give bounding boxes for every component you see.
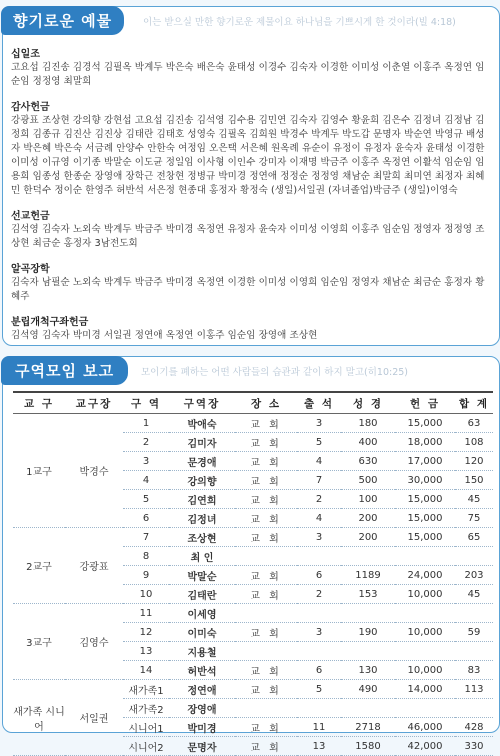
group-names: 김석영 김숙자 노외숙 박계두 박금주 박미경 옥정연 유정자 윤숙자 이미성 이영희 이홍주 임순임 정영자 정정영 조상현 최금순 홍정자 3남전도회 <box>11 224 485 249</box>
district-leader-cell: 박미경 <box>169 718 235 737</box>
bible-cell: 1580 <box>341 737 395 756</box>
offering-cell <box>395 547 455 566</box>
group-names: 김석영 김숙자 박미경 서일권 정연애 옥정연 이홍주 임순임 장영애 조상현 <box>11 330 318 341</box>
place-cell: 교 회 <box>235 623 297 642</box>
offering-cell: 42,000 <box>395 737 455 756</box>
attendance-cell: 11 <box>297 718 341 737</box>
district-cell: 시니어2 <box>123 737 169 756</box>
attendance-cell <box>297 604 341 623</box>
total-cell: 108 <box>455 433 493 452</box>
group-names: 강광표 조상현 강의향 강현섭 고요섭 김진송 김석영 김수용 김민연 김숙자 김영수 황윤희 김은수 김정녀 김정남 김정희 김종규 김진산 김진상 김태란 김태호 성영숙 김필옥 김희원 박경수 박계두 박도갑 문명자 박순연 박영규 배성자 박은혜 박은숙 서금례 안양수 안한숙 여정임 오은택 서은혜 원옥례 유순이 유정이 유정자 윤숙자 윤태성 이경한 이미성 이규영 이기종 박말순 이도균 정일임 이사형 이인수 강미자 이재명 박금주 이홍주 옥정연 이활석 임순임 임용희 임종성 한종순 장영애 장학근 전창현 정병규 박미경 정연애 정정순 정정영 채남순 최말희 최미연 최정자 최혜민 한덕수 정이순 한영주 허반석 서은정 현종대 홍정자 황정숙 (생일)서일권 (자녀졸업)박금주 (생일)이영숙 <box>11 115 485 196</box>
place-cell: 교 회 <box>235 680 297 699</box>
attendance-cell: 4 <box>297 452 341 471</box>
district-leader-cell: 김미자 <box>169 433 235 452</box>
district-cell: 9 <box>123 566 169 585</box>
parish-leader: 서일권 <box>65 680 123 756</box>
place-cell <box>235 604 297 623</box>
report-verse: 모이기를 폐하는 어떤 사람들의 습관과 같이 하지 말고(히10:25) <box>141 367 409 378</box>
header-cell: 성 경 <box>341 392 395 414</box>
district-leader-cell: 최 인 <box>169 547 235 566</box>
total-cell: 45 <box>455 490 493 509</box>
parish-name: 3교구 <box>13 604 65 680</box>
report-title: 구역모임 보고 <box>1 356 128 385</box>
header-cell: 출 석 <box>297 392 341 414</box>
place-cell: 교 회 <box>235 718 297 737</box>
attendance-cell: 6 <box>297 566 341 585</box>
total-cell: 45 <box>455 585 493 604</box>
total-cell: 113 <box>455 680 493 699</box>
place-cell: 교 회 <box>235 661 297 680</box>
header-cell: 교 구 <box>13 392 65 414</box>
group-heading: 십일조 <box>11 49 40 60</box>
total-cell: 120 <box>455 452 493 471</box>
header-cell: 교구장 <box>65 392 123 414</box>
place-cell: 교 회 <box>235 414 297 433</box>
district-cell: 5 <box>123 490 169 509</box>
offering-cell: 15,000 <box>395 414 455 433</box>
attendance-cell: 2 <box>297 585 341 604</box>
district-cell: 1 <box>123 414 169 433</box>
bible-cell <box>341 642 395 661</box>
offering-section <box>2 6 500 346</box>
table-row <box>13 680 493 699</box>
district-leader-cell: 강의향 <box>169 471 235 490</box>
bible-cell <box>341 604 395 623</box>
bible-cell: 490 <box>341 680 395 699</box>
attendance-cell: 2 <box>297 490 341 509</box>
place-cell <box>235 699 297 718</box>
district-cell: 새가족1 <box>123 680 169 699</box>
district-cell: 3 <box>123 452 169 471</box>
attendance-cell: 6 <box>297 661 341 680</box>
attendance-cell <box>297 642 341 661</box>
district-cell: 4 <box>123 471 169 490</box>
total-cell <box>455 604 493 623</box>
place-cell: 교 회 <box>235 452 297 471</box>
table-row <box>13 604 493 623</box>
district-leader-cell: 장영애 <box>169 699 235 718</box>
bible-cell: 180 <box>341 414 395 433</box>
place-cell: 교 회 <box>235 509 297 528</box>
bible-cell: 2718 <box>341 718 395 737</box>
place-cell: 교 회 <box>235 433 297 452</box>
attendance-cell: 4 <box>297 509 341 528</box>
attendance-cell: 7 <box>297 471 341 490</box>
offering-group-mission <box>11 207 493 251</box>
bible-cell: 153 <box>341 585 395 604</box>
total-cell: 203 <box>455 566 493 585</box>
bible-cell <box>341 547 395 566</box>
offering-cell <box>395 699 455 718</box>
bible-cell: 200 <box>341 528 395 547</box>
bible-cell: 100 <box>341 490 395 509</box>
group-heading: 선교헌금 <box>11 211 50 222</box>
district-cell: 새가족2 <box>123 699 169 718</box>
district-leader-cell: 허반석 <box>169 661 235 680</box>
offering-cell: 30,000 <box>395 471 455 490</box>
header-cell: 장 소 <box>235 392 297 414</box>
bible-cell: 500 <box>341 471 395 490</box>
district-leader-cell: 정연애 <box>169 680 235 699</box>
place-cell: 교 회 <box>235 471 297 490</box>
place-cell: 교 회 <box>235 528 297 547</box>
total-cell <box>455 547 493 566</box>
district-leader-cell: 이세영 <box>169 604 235 623</box>
group-heading: 알곡장학 <box>11 264 50 275</box>
attendance-cell: 13 <box>297 737 341 756</box>
table-row <box>13 528 493 547</box>
bible-cell: 190 <box>341 623 395 642</box>
table-row <box>13 414 493 433</box>
offering-groups <box>11 45 493 352</box>
total-cell: 150 <box>455 471 493 490</box>
table-header-row <box>13 392 493 414</box>
offering-title: 향기로운 예물 <box>1 6 124 35</box>
header-cell: 합 계 <box>455 392 493 414</box>
total-cell: 65 <box>455 528 493 547</box>
total-cell: 63 <box>455 414 493 433</box>
offering-cell: 14,000 <box>395 680 455 699</box>
district-leader-cell: 이미숙 <box>169 623 235 642</box>
offering-cell <box>395 604 455 623</box>
district-cell: 13 <box>123 642 169 661</box>
bible-cell: 400 <box>341 433 395 452</box>
parish-name: 1교구 <box>13 414 65 528</box>
offering-cell: 17,000 <box>395 452 455 471</box>
district-cell: 7 <box>123 528 169 547</box>
attendance-cell: 3 <box>297 623 341 642</box>
district-leader-cell: 김정녀 <box>169 509 235 528</box>
offering-group-thanks <box>11 98 493 198</box>
parish-leader: 김영수 <box>65 604 123 680</box>
offering-group-tithe <box>11 45 493 89</box>
district-leader-cell: 박애숙 <box>169 414 235 433</box>
district-leader-cell: 박말순 <box>169 566 235 585</box>
district-leader-cell: 김태란 <box>169 585 235 604</box>
offering-cell <box>395 642 455 661</box>
bible-cell: 630 <box>341 452 395 471</box>
offering-cell: 24,000 <box>395 566 455 585</box>
group-names: 김숙자 남필순 노외숙 박계두 박금주 박미경 옥정연 이경한 이미성 이영희 임순임 정영자 채남순 최금순 홍정자 황혜주 <box>11 277 485 302</box>
total-cell: 75 <box>455 509 493 528</box>
parish-name: 새가족 시니어 <box>13 680 65 756</box>
district-leader-cell: 지용철 <box>169 642 235 661</box>
attendance-cell: 5 <box>297 680 341 699</box>
attendance-cell <box>297 547 341 566</box>
attendance-cell: 3 <box>297 414 341 433</box>
offering-cell: 15,000 <box>395 528 455 547</box>
parish-leader: 박경수 <box>65 414 123 528</box>
district-cell: 12 <box>123 623 169 642</box>
total-cell: 330 <box>455 737 493 756</box>
attendance-cell: 5 <box>297 433 341 452</box>
place-cell: 교 회 <box>235 490 297 509</box>
offering-cell: 46,000 <box>395 718 455 737</box>
total-cell: 59 <box>455 623 493 642</box>
district-cell: 2 <box>123 433 169 452</box>
offering-verse: 이는 받으실 만한 향기로운 제물이요 하나님을 기쁘시게 한 것이라(빌 4:18) <box>143 17 456 28</box>
district-cell: 6 <box>123 509 169 528</box>
attendance-cell: 3 <box>297 528 341 547</box>
total-cell: 428 <box>455 718 493 737</box>
total-cell <box>455 699 493 718</box>
bible-cell: 130 <box>341 661 395 680</box>
district-cell: 14 <box>123 661 169 680</box>
parish-name: 2교구 <box>13 528 65 604</box>
district-cell: 11 <box>123 604 169 623</box>
bible-cell <box>341 699 395 718</box>
parish-leader: 강광표 <box>65 528 123 604</box>
group-heading: 감사헌금 <box>11 102 50 113</box>
place-cell: 교 회 <box>235 585 297 604</box>
offering-cell: 10,000 <box>395 623 455 642</box>
district-leader-cell: 김연희 <box>169 490 235 509</box>
offering-group-church-planting <box>11 313 493 343</box>
district-report-section <box>2 356 500 754</box>
district-report-table <box>13 391 493 756</box>
group-heading: 분립개척구좌헌금 <box>11 317 89 328</box>
district-cell: 8 <box>123 547 169 566</box>
offering-group-scholarship <box>11 260 493 304</box>
total-cell <box>455 642 493 661</box>
offering-cell: 10,000 <box>395 661 455 680</box>
header-cell: 구역장 <box>169 392 235 414</box>
offering-cell: 15,000 <box>395 509 455 528</box>
offering-cell: 18,000 <box>395 433 455 452</box>
header-cell: 구 역 <box>123 392 169 414</box>
offering-cell: 15,000 <box>395 490 455 509</box>
total-cell: 83 <box>455 661 493 680</box>
offering-cell: 10,000 <box>395 585 455 604</box>
bible-cell: 200 <box>341 509 395 528</box>
district-leader-cell: 문명자 <box>169 737 235 756</box>
header-cell: 헌 금 <box>395 392 455 414</box>
group-names: 고요섭 김진송 김경석 김필옥 박계두 박은숙 배은숙 윤태성 이경수 김숙자 이경한 이미성 이춘열 이홍주 옥정연 임순임 정정영 최말희 <box>11 62 485 87</box>
place-cell <box>235 642 297 661</box>
district-leader-cell: 문경애 <box>169 452 235 471</box>
attendance-cell <box>297 699 341 718</box>
district-cell: 시니어1 <box>123 718 169 737</box>
district-leader-cell: 조상현 <box>169 528 235 547</box>
place-cell <box>235 547 297 566</box>
district-cell: 10 <box>123 585 169 604</box>
place-cell: 교 회 <box>235 737 297 756</box>
place-cell: 교 회 <box>235 566 297 585</box>
bible-cell: 1189 <box>341 566 395 585</box>
